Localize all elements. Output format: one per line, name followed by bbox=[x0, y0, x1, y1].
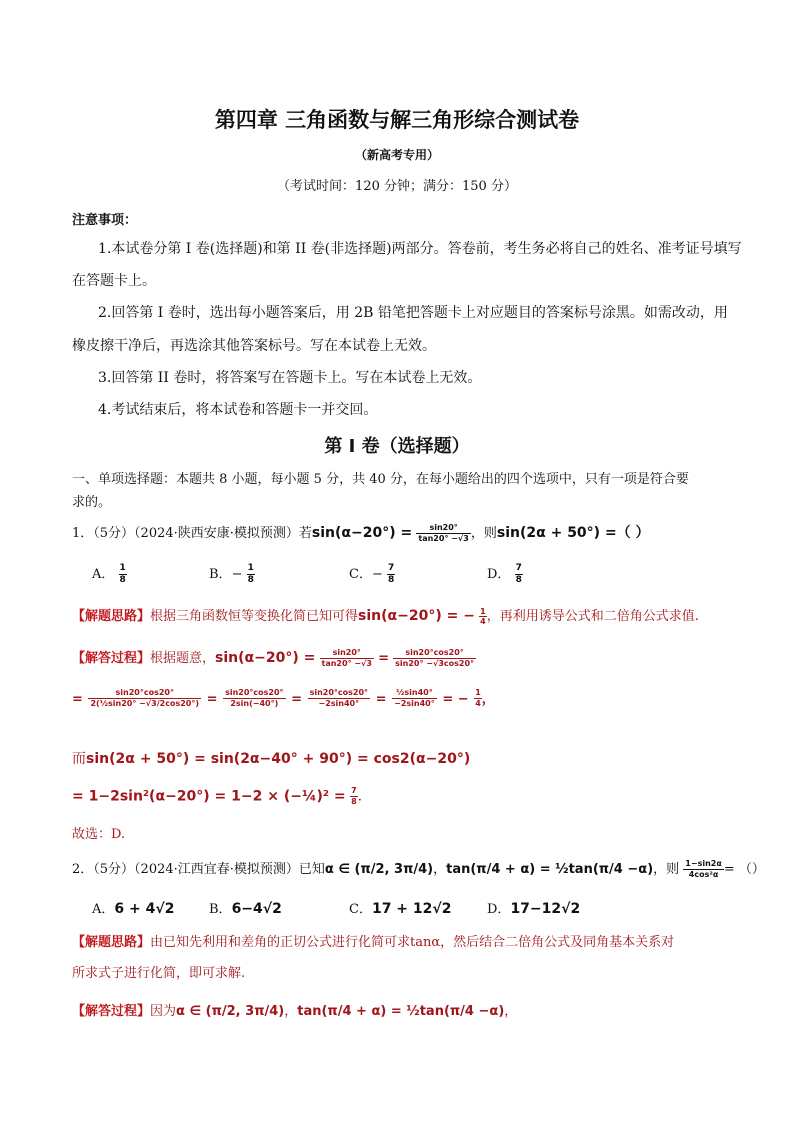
q2-option-b[interactable]: B．6−4√2 bbox=[209, 901, 282, 917]
q2-idea-tag: 【解题思路】 bbox=[72, 935, 151, 950]
q1-process-tag: 【解答过程】 bbox=[72, 651, 151, 666]
note-item-1-cont: 在答题卡上。 bbox=[72, 273, 156, 289]
q1-idea-tag: 【解题思路】 bbox=[72, 609, 151, 624]
q1-stem-mid: ，则 bbox=[470, 526, 497, 541]
section-intro-cont: 求的。 bbox=[72, 495, 112, 510]
section-intro: 一、单项选择题：本题共 8 小题，每小题 5 分，共 40 分，在每小题给出的四个选项中，只有一项是符合要 bbox=[72, 472, 689, 487]
exam-info: （考试时间：120 分钟；满分：150 分） bbox=[277, 179, 517, 194]
q1-answer: 故选：D. bbox=[72, 827, 126, 842]
q1-option-d[interactable]: D． $\frac{7}{8}$ bbox=[487, 563, 522, 585]
q1-option-c[interactable]: C．− $\frac{7}{8}$ bbox=[349, 563, 395, 585]
q2-idea: 【解题思路】由已知先利用和差角的正切公式进行化简可求tanα，然后结合二倍角公式及同角基本关系对 bbox=[72, 935, 675, 950]
q2-process-tag: 【解答过程】 bbox=[72, 1004, 151, 1019]
q1-option-b[interactable]: B．− $\frac{1}{8}$ bbox=[209, 563, 254, 585]
note-item-4: 4.考试结束后，将本试卷和答题卡一并交回。 bbox=[98, 402, 378, 418]
page-title: 第四章 三角函数与解三角形综合测试卷 bbox=[214, 108, 580, 132]
note-item-1: 1.本试卷分第 I 卷(选择题)和第 II 卷(非选择题)两部分。答卷前，考生务必将自己的姓名、准考证号填写 bbox=[98, 241, 742, 257]
q2-option-a[interactable]: A．6 + 4√2 bbox=[92, 901, 175, 917]
q1-process-line-2: = $\frac{\sin 20^\circ\cos 20^\circ}{\text{2(½sin20° −√3/2cos20°)}}$ = $\frac{\sin 20^\circ\cos 20^\circ}{2\sin(-40^\circ)}$ = $\frac{\sin 20^\circ\cos 20^\circ}{-2\sin 40^\circ}$ = $\frac{\text{½sin40°}}{-2\sin 40^\circ}$ = − $\frac{1}{4}$ ， bbox=[72, 688, 495, 708]
q1-process-line-4: = 1−2sin²(α−20°) = 1−2 × (−¼)² = $\frac{7}{8}$ . bbox=[72, 786, 363, 806]
q1-stem-lhs: sin(α−20°) = bbox=[311, 525, 413, 541]
q2-stem: 2．（5分）（2024·江西宜春·模拟预测）已知α ∈ (π/2, 3π/4)，tan(π/4 + α) = ½tan(π/4 −α)，则 $\frac{1-\sin 2\alpha}{\text{4cos²α}}$ = （） bbox=[72, 859, 765, 879]
q1-idea: 【解题思路】根据三角函数恒等变换化简已知可得sin(α−20°) = − $\frac{1}{4}$ ，再利用诱导公式和二倍角公式求值. bbox=[72, 607, 699, 626]
q2-process-line-1: 【解答过程】因为α ∈ (π/2, 3π/4)，tan(π/4 + α) = ½tan(π/4 −α)， bbox=[72, 1004, 518, 1019]
q2-option-d[interactable]: D．17−12√2 bbox=[487, 901, 581, 917]
note-item-2: 2.回答第 I 卷时，选出每小题答案后，用 2B 铅笔把答题卡上对应题目的答案标号涂黑。如需改动，用 bbox=[98, 305, 728, 321]
q2-option-c[interactable]: C．17 + 12√2 bbox=[349, 901, 452, 917]
q1-stem bbox=[72, 522, 650, 544]
q1-option-a[interactable]: A． $\frac{1}{8}$ bbox=[92, 563, 126, 585]
q1-process-line-3: 而sin(2α + 50°) = sin(2α−40° + 90°) = cos2(α−20°) bbox=[72, 751, 471, 767]
q1-stem-prefix: 1．（5分）（2024·陕西安康·模拟预测）若 bbox=[72, 526, 312, 541]
q1-stem-fraction bbox=[416, 523, 470, 544]
q1-frac-num: sin20° bbox=[416, 523, 470, 534]
note-item-3: 3.回答第 II 卷时，将答案写在答题卡上。写在本试卷上无效。 bbox=[98, 370, 482, 386]
section-title: 第 I 卷（选择题） bbox=[324, 436, 470, 457]
page-subtitle: （新高考专用） bbox=[354, 148, 439, 162]
q2-idea-cont: 所求式子进行化简，即可求解. bbox=[72, 966, 246, 981]
q1-stem-rhs: sin(2α + 50°) =（ ） bbox=[496, 525, 650, 541]
q1-frac-den: tan20° −√3 bbox=[418, 534, 469, 543]
q1-process-line-1: 【解答过程】根据题意，sin(α−20°) = $\frac{\sin 20^\circ}{\tan 20^\circ -√3}$ = $\frac{\sin 20^\circ\cos 20^\circ}{\sin 20^\circ -√3\cos 20^\circ}$ bbox=[72, 648, 475, 668]
note-item-2-cont: 橡皮擦干净后，再选涂其他答案标号。写在本试卷上无效。 bbox=[72, 338, 436, 354]
notes-heading: 注意事项： bbox=[72, 213, 138, 228]
